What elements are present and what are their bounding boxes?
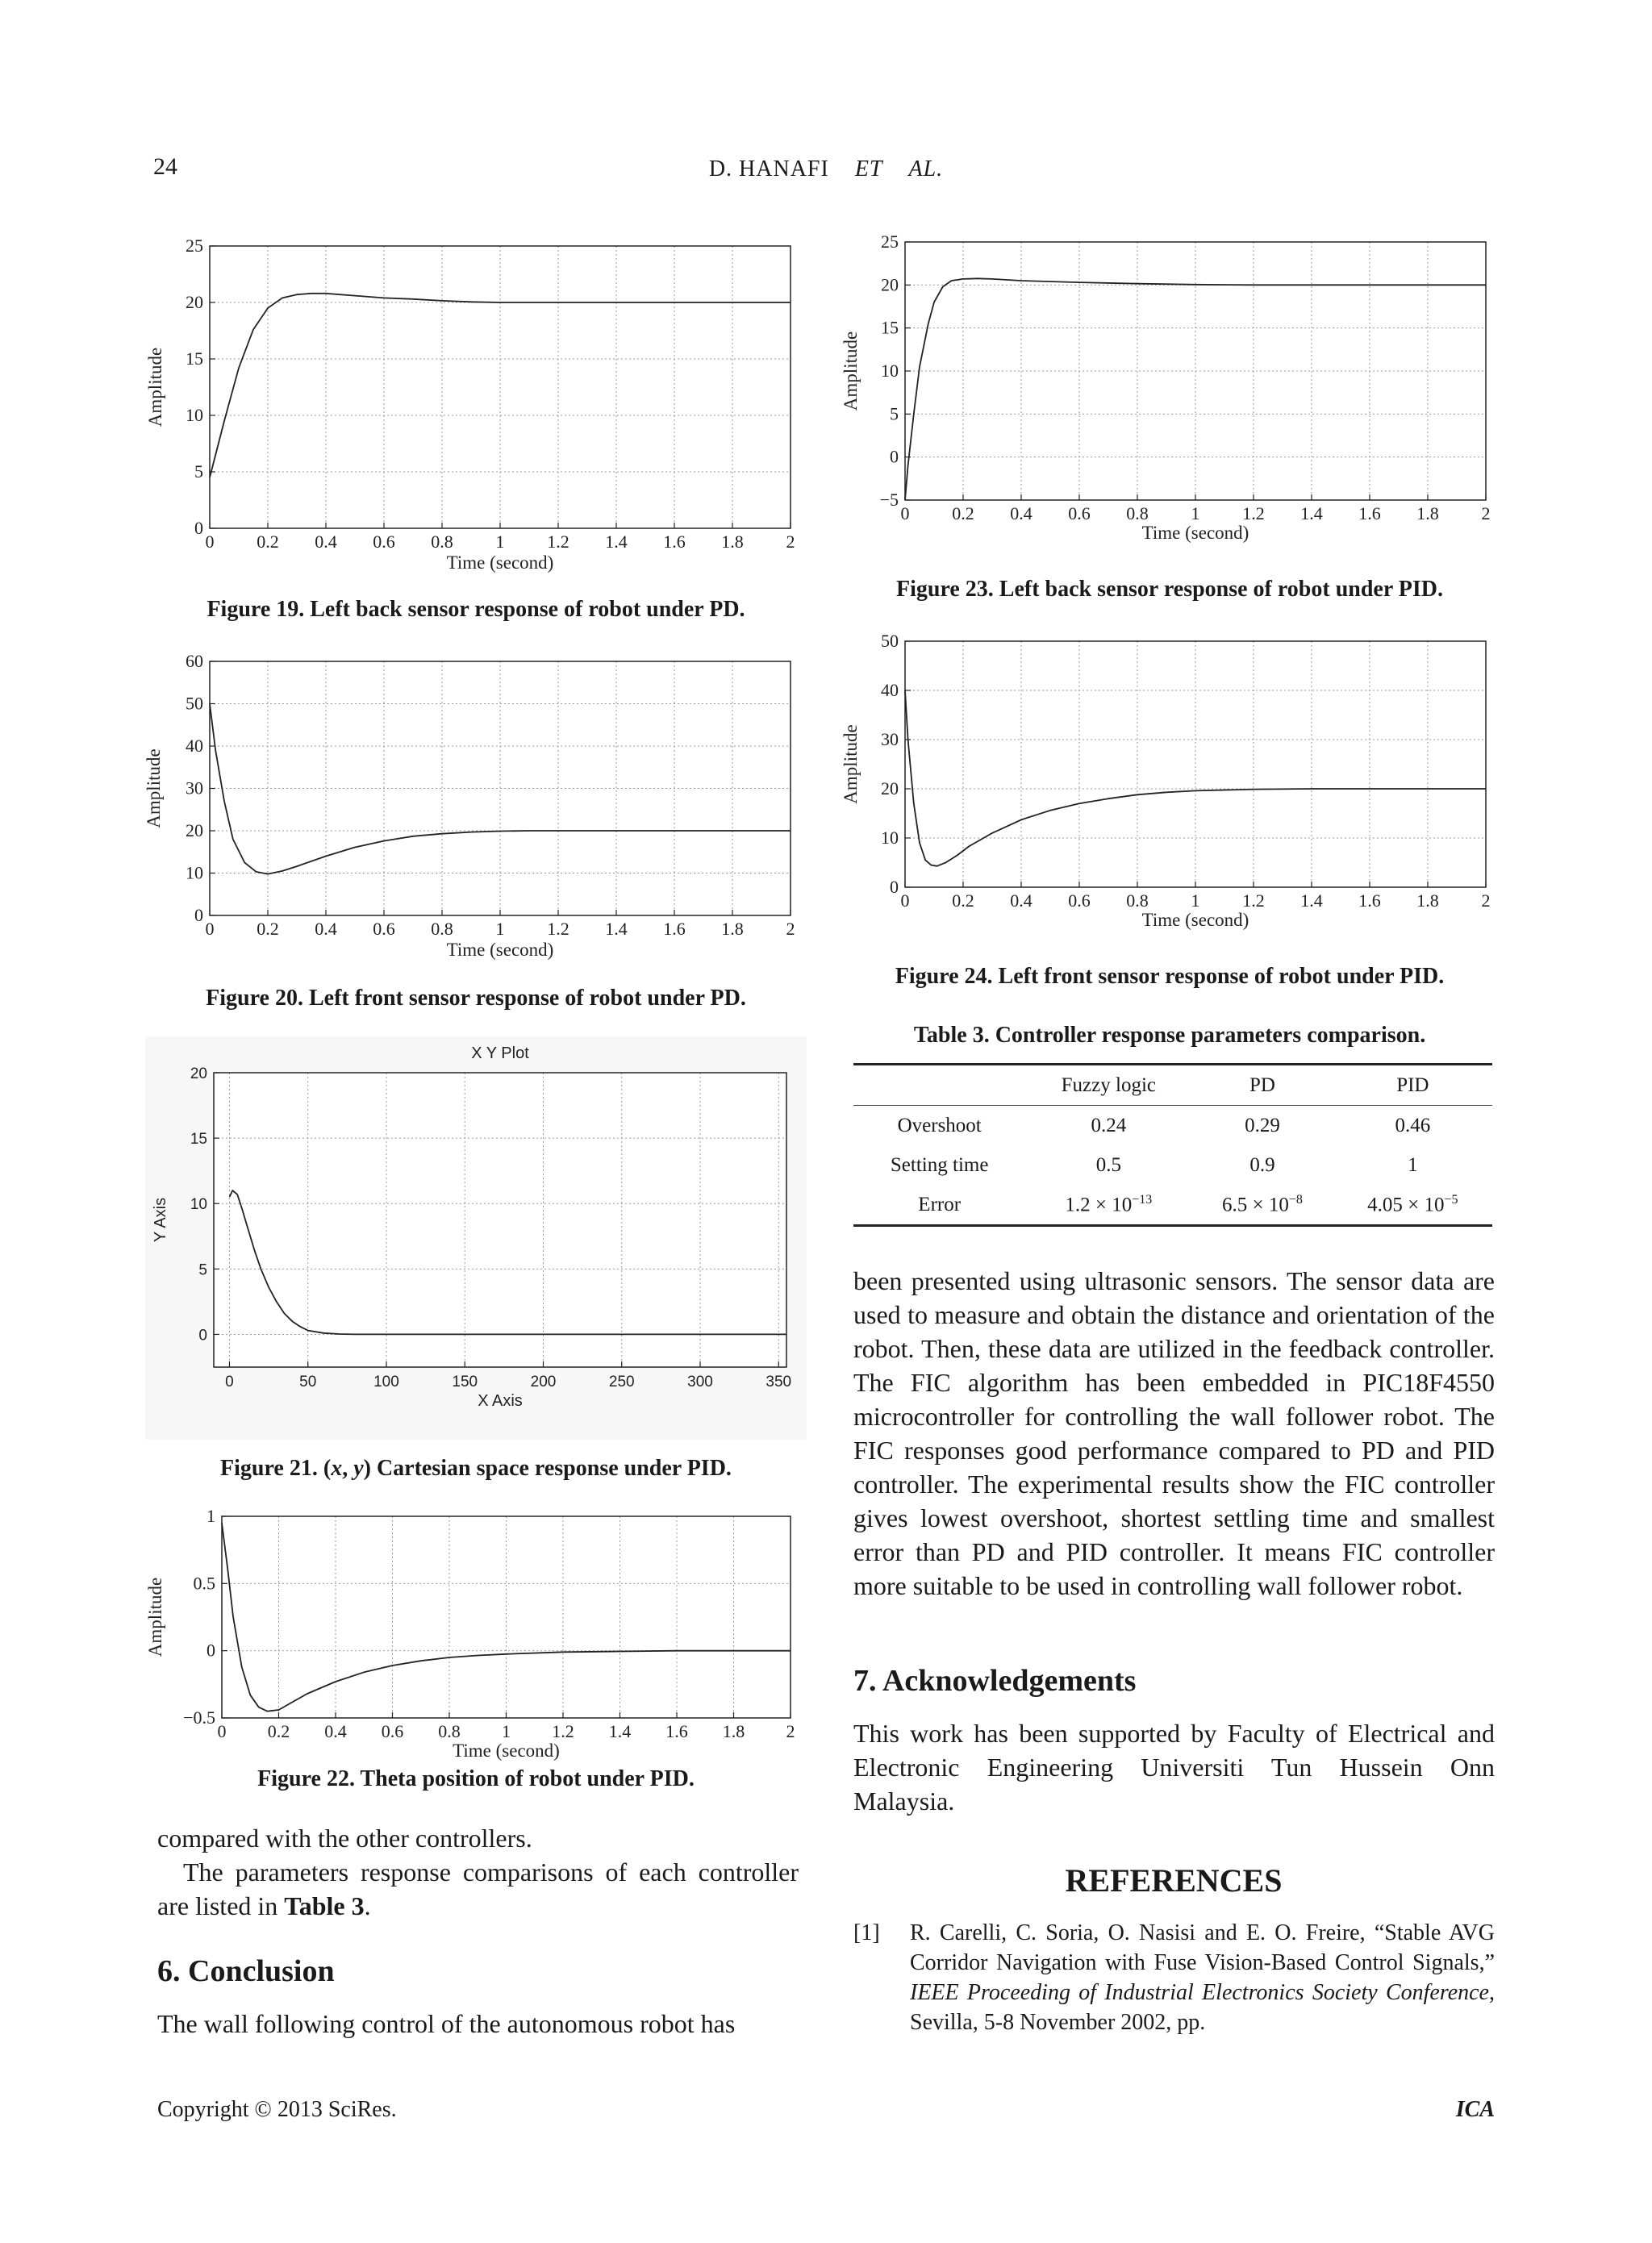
- y-tick-label: 30: [881, 729, 899, 749]
- figure-24-chart: [839, 625, 1500, 948]
- y-tick-label: 0: [890, 877, 899, 897]
- figure-19: [145, 230, 807, 585]
- error-fuzzy-base: 1.2 × 10: [1065, 1194, 1133, 1216]
- table-3: [853, 1063, 1492, 1227]
- figure-19-chart: [145, 230, 807, 585]
- x-tick-label: 1.2: [1242, 503, 1265, 523]
- y-tick-label: 40: [881, 680, 899, 700]
- chart-title: X Y Plot: [471, 1044, 529, 1062]
- y-tick-label: 60: [186, 651, 203, 671]
- y-tick-label: 10: [186, 405, 203, 425]
- paragraph: compared with the other controllers.: [157, 1824, 532, 1853]
- x-tick-label: 0.4: [315, 532, 337, 552]
- x-tick-label: 1.8: [721, 919, 744, 939]
- figure-22: [145, 1504, 807, 1762]
- x-tick-label: 2: [1481, 890, 1491, 911]
- x-axis-label: Time (second): [453, 1741, 560, 1761]
- x-tick-label: 2: [1481, 503, 1491, 523]
- x-tick-label: 1.6: [663, 532, 686, 552]
- figure-19-caption: Figure 19. Left back sensor response of robot under PD.: [206, 597, 745, 622]
- y-tick-label: 0: [194, 518, 203, 538]
- y-tick-label: 20: [190, 1065, 207, 1082]
- running-head-et: ET: [854, 156, 883, 181]
- x-tick-label: 300: [687, 1374, 713, 1390]
- x-tick-label: 0.8: [431, 919, 453, 939]
- y-axis-label: Amplitude: [841, 724, 861, 804]
- y-axis-label: Amplitude: [145, 1577, 165, 1657]
- y-axis-label: Y Axis: [152, 1197, 169, 1243]
- y-tick-label: 0: [890, 446, 899, 467]
- x-tick-label: 1: [1191, 890, 1200, 911]
- x-tick-label: 0.8: [1126, 890, 1149, 911]
- references-heading: REFERENCES: [1065, 1862, 1283, 1899]
- paragraph: This work has been supported by Faculty of Electrical and Electronic Engineering Universiti Tun Hussein Onn Malaysia.: [853, 1719, 1495, 1816]
- reference-rest: , Sevilla, 5-8 November 2002, pp.: [910, 1980, 1495, 2035]
- y-tick-label: 5: [198, 1261, 207, 1279]
- x-axis-label: Time (second): [1141, 523, 1249, 543]
- figure-21-chart: [145, 1036, 807, 1440]
- x-axis-label: Time (second): [446, 940, 554, 960]
- x-axis-label: X Axis: [478, 1392, 523, 1410]
- x-tick-label: 250: [608, 1374, 635, 1390]
- table-header-row: [853, 1065, 1492, 1106]
- figure-24: [839, 625, 1500, 948]
- running-head: [0, 156, 1652, 182]
- y-tick-label: 0: [194, 905, 203, 925]
- x-tick-label: 0: [205, 532, 215, 552]
- x-tick-label: 1.8: [1416, 503, 1439, 523]
- y-tick-label: 15: [190, 1131, 207, 1149]
- table-cell: [1025, 1185, 1191, 1226]
- figure-24-caption: Figure 24. Left front sensor response of robot under PID.: [895, 964, 1445, 989]
- table-cell: 0.5: [1095, 1153, 1121, 1176]
- error-pid-base: 4.05 × 10: [1367, 1194, 1445, 1216]
- x-tick-label: 150: [452, 1374, 478, 1390]
- x-tick-label: 2: [786, 532, 795, 552]
- reference-text: [910, 1918, 1495, 2037]
- table-cell-label: Error: [918, 1193, 962, 1215]
- x-tick-label: 0.4: [324, 1721, 347, 1741]
- x-tick-label: 1.4: [605, 919, 628, 939]
- error-pd-base: 6.5 × 10: [1222, 1194, 1289, 1216]
- reference-1: [853, 1918, 1495, 2037]
- y-tick-label: 1: [206, 1506, 215, 1526]
- table-cell: 0.24: [1091, 1114, 1127, 1136]
- y-axis-label: Amplitude: [841, 331, 861, 411]
- table-cell-label: Setting time: [890, 1153, 989, 1176]
- left-column-text: [157, 1821, 799, 1923]
- table-cell-label: Overshoot: [897, 1114, 982, 1136]
- x-tick-label: 0.4: [315, 919, 337, 939]
- x-tick-label: 0: [217, 1721, 227, 1741]
- x-axis-label: Time (second): [1141, 910, 1249, 930]
- x-tick-label: 1.4: [1300, 890, 1323, 911]
- reference-authors: R. Carelli, C. Soria, O. Nasisi and E. O. Freire, “Stable AVG Corridor Navigation with Fuse Vision-Based Control Signals,”: [910, 1920, 1495, 1975]
- x-tick-label: 1.6: [1358, 890, 1381, 911]
- x-tick-label: 50: [299, 1374, 317, 1390]
- x-tick-label: 2: [786, 1721, 795, 1741]
- x-tick-label: 1: [502, 1721, 511, 1741]
- y-tick-label: 5: [194, 461, 203, 482]
- x-tick-label: 1.8: [722, 1721, 745, 1741]
- y-tick-label: 0: [206, 1640, 215, 1661]
- x-tick-label: 0: [205, 919, 215, 939]
- y-tick-label: 25: [186, 236, 203, 256]
- y-tick-label: 20: [881, 274, 899, 295]
- paragraph-text: The parameters response comparisons of each controller are listed in: [157, 1857, 799, 1920]
- x-tick-label: 0.6: [1068, 503, 1091, 523]
- x-tick-label: 0: [900, 890, 910, 911]
- x-tick-label: 2: [786, 919, 795, 939]
- figure-22-chart: [145, 1504, 807, 1762]
- y-axis-label: Amplitude: [145, 347, 165, 427]
- y-tick-label: 10: [881, 361, 899, 381]
- footer-copyright: Copyright © 2013 SciRes.: [157, 2097, 397, 2122]
- x-tick-label: 0.6: [381, 1721, 404, 1741]
- x-tick-label: 0.2: [257, 532, 279, 552]
- paragraph: [157, 1855, 799, 1923]
- y-tick-label: 50: [881, 631, 899, 651]
- table-cell: 1: [1408, 1153, 1418, 1176]
- x-tick-label: 0.6: [373, 532, 395, 552]
- y-tick-label: 0.5: [193, 1573, 215, 1594]
- figure-20: [145, 645, 807, 976]
- y-tick-label: 10: [186, 862, 203, 883]
- table-row: [853, 1145, 1492, 1185]
- x-tick-label: 1.2: [547, 532, 569, 552]
- table-header-fuzzy: Fuzzy logic: [1061, 1074, 1156, 1096]
- figure-23: [839, 230, 1500, 569]
- x-tick-label: 1.6: [663, 919, 686, 939]
- figure-20-caption: Figure 20. Left front sensor response of robot under PD.: [206, 986, 746, 1011]
- x-tick-label: 0.2: [267, 1721, 290, 1741]
- running-head-author: D. HANAFI: [708, 156, 829, 181]
- x-tick-label: 1.2: [552, 1721, 574, 1741]
- reference-venue: IEEE Proceeding of Industrial Electronics Society Conference: [910, 1980, 1489, 2005]
- table-cell: 0.9: [1249, 1153, 1275, 1176]
- section-7-heading: 7. Acknowledgements: [853, 1664, 1137, 1698]
- x-tick-label: 0.8: [438, 1721, 461, 1741]
- x-tick-label: 1.8: [1416, 890, 1439, 911]
- y-tick-label: −0.5: [183, 1707, 215, 1728]
- footer-journal: ICA: [1455, 2097, 1495, 2122]
- y-axis-label: Amplitude: [144, 748, 164, 828]
- y-tick-label: 15: [186, 348, 203, 369]
- y-tick-label: −5: [879, 490, 899, 510]
- x-axis-label: Time (second): [446, 552, 554, 573]
- paragraph-text: .: [364, 1891, 371, 1920]
- x-tick-label: 0.2: [952, 890, 974, 911]
- table-cell: [1191, 1185, 1333, 1226]
- figure-23-caption: Figure 23. Left back sensor response of robot under PID.: [896, 577, 1443, 602]
- table-header-blank: [853, 1065, 1025, 1106]
- figure-21: [145, 1036, 807, 1440]
- table-row: [853, 1106, 1492, 1146]
- section-6-text: [157, 2007, 799, 2041]
- running-head-al: AL.: [908, 156, 944, 181]
- x-tick-label: 100: [373, 1374, 399, 1390]
- x-tick-label: 0.4: [1010, 890, 1032, 911]
- error-pd-exp: −8: [1288, 1192, 1303, 1207]
- table-3-ref: Table 3: [284, 1891, 365, 1920]
- y-tick-label: 40: [186, 736, 203, 756]
- y-tick-label: 0: [198, 1327, 207, 1345]
- y-tick-label: 25: [881, 231, 899, 252]
- x-tick-label: 0: [900, 503, 910, 523]
- x-tick-label: 1.6: [665, 1721, 688, 1741]
- x-tick-label: 1.8: [721, 532, 744, 552]
- paragraph: been presented using ultrasonic sensors. The sensor data are used to measure and obtain the distance and orientation of the robot. Then, these data are utilized in the feedback controller. The FIC algorithm has been embedded in PIC18F4550 microcontroller for controlling the wall follower robot. The FIC responses good performance compared to PD and PID controller. The experimental results show the FIC controller gives lowest overshoot, shortest settling time and smallest error than PD and PID controller. It means FIC controller more suitable to be used in controlling wall follower robot.: [853, 1266, 1495, 1600]
- page-number: 24: [153, 153, 177, 180]
- y-tick-label: 50: [186, 693, 203, 714]
- x-tick-label: 0.8: [431, 532, 453, 552]
- x-tick-label: 0.2: [257, 919, 279, 939]
- x-tick-label: 1.2: [547, 919, 569, 939]
- y-tick-label: 10: [190, 1196, 207, 1214]
- x-tick-label: 1.4: [1300, 503, 1323, 523]
- error-pid-exp: −5: [1444, 1192, 1458, 1207]
- table-row: [853, 1185, 1492, 1226]
- x-tick-label: 0: [225, 1374, 234, 1390]
- reference-tag: [1]: [853, 1920, 880, 1945]
- table-header-pid: PID: [1396, 1074, 1429, 1096]
- y-tick-label: 30: [186, 778, 203, 798]
- error-fuzzy-exp: −13: [1132, 1192, 1153, 1207]
- table-cell: 0.46: [1395, 1114, 1431, 1136]
- x-tick-label: 200: [530, 1374, 557, 1390]
- x-tick-label: 350: [766, 1374, 792, 1390]
- x-tick-label: 0.6: [1068, 890, 1091, 911]
- x-tick-label: 1.6: [1358, 503, 1381, 523]
- y-tick-label: 20: [881, 778, 899, 798]
- table-header-pd: PD: [1249, 1074, 1275, 1096]
- y-tick-label: 5: [890, 403, 899, 424]
- paragraph: The wall following control of the autonomous robot has: [157, 2009, 736, 2038]
- table-3-title: Table 3. Controller response parameters comparison.: [913, 1023, 1426, 1048]
- x-tick-label: 1.4: [605, 532, 628, 552]
- figure-21-caption: Figure 21. (x, y) Cartesian space response under PID.: [220, 1456, 732, 1481]
- figure-22-caption: Figure 22. Theta position of robot under PID.: [257, 1766, 695, 1791]
- figure-20-chart: [145, 645, 807, 976]
- section-7-text: [853, 1716, 1495, 1818]
- x-tick-label: 1: [495, 532, 505, 552]
- table-cell: 0.29: [1245, 1114, 1280, 1136]
- x-tick-label: 1.4: [608, 1721, 632, 1741]
- x-tick-label: 0.6: [373, 919, 395, 939]
- y-tick-label: 20: [186, 820, 203, 840]
- x-tick-label: 0.4: [1010, 503, 1032, 523]
- x-tick-label: 1: [495, 919, 505, 939]
- table-cell: [1333, 1185, 1492, 1226]
- x-tick-label: 0.2: [952, 503, 974, 523]
- x-tick-label: 1.2: [1242, 890, 1265, 911]
- x-tick-label: 0.8: [1126, 503, 1149, 523]
- y-tick-label: 15: [881, 317, 899, 338]
- y-tick-label: 10: [881, 828, 899, 848]
- section-6-heading: 6. Conclusion: [157, 1954, 335, 1988]
- y-tick-label: 20: [186, 292, 203, 312]
- x-tick-label: 1: [1191, 503, 1200, 523]
- figure-23-chart: [839, 230, 1500, 569]
- conclusion-continued: [853, 1264, 1495, 1603]
